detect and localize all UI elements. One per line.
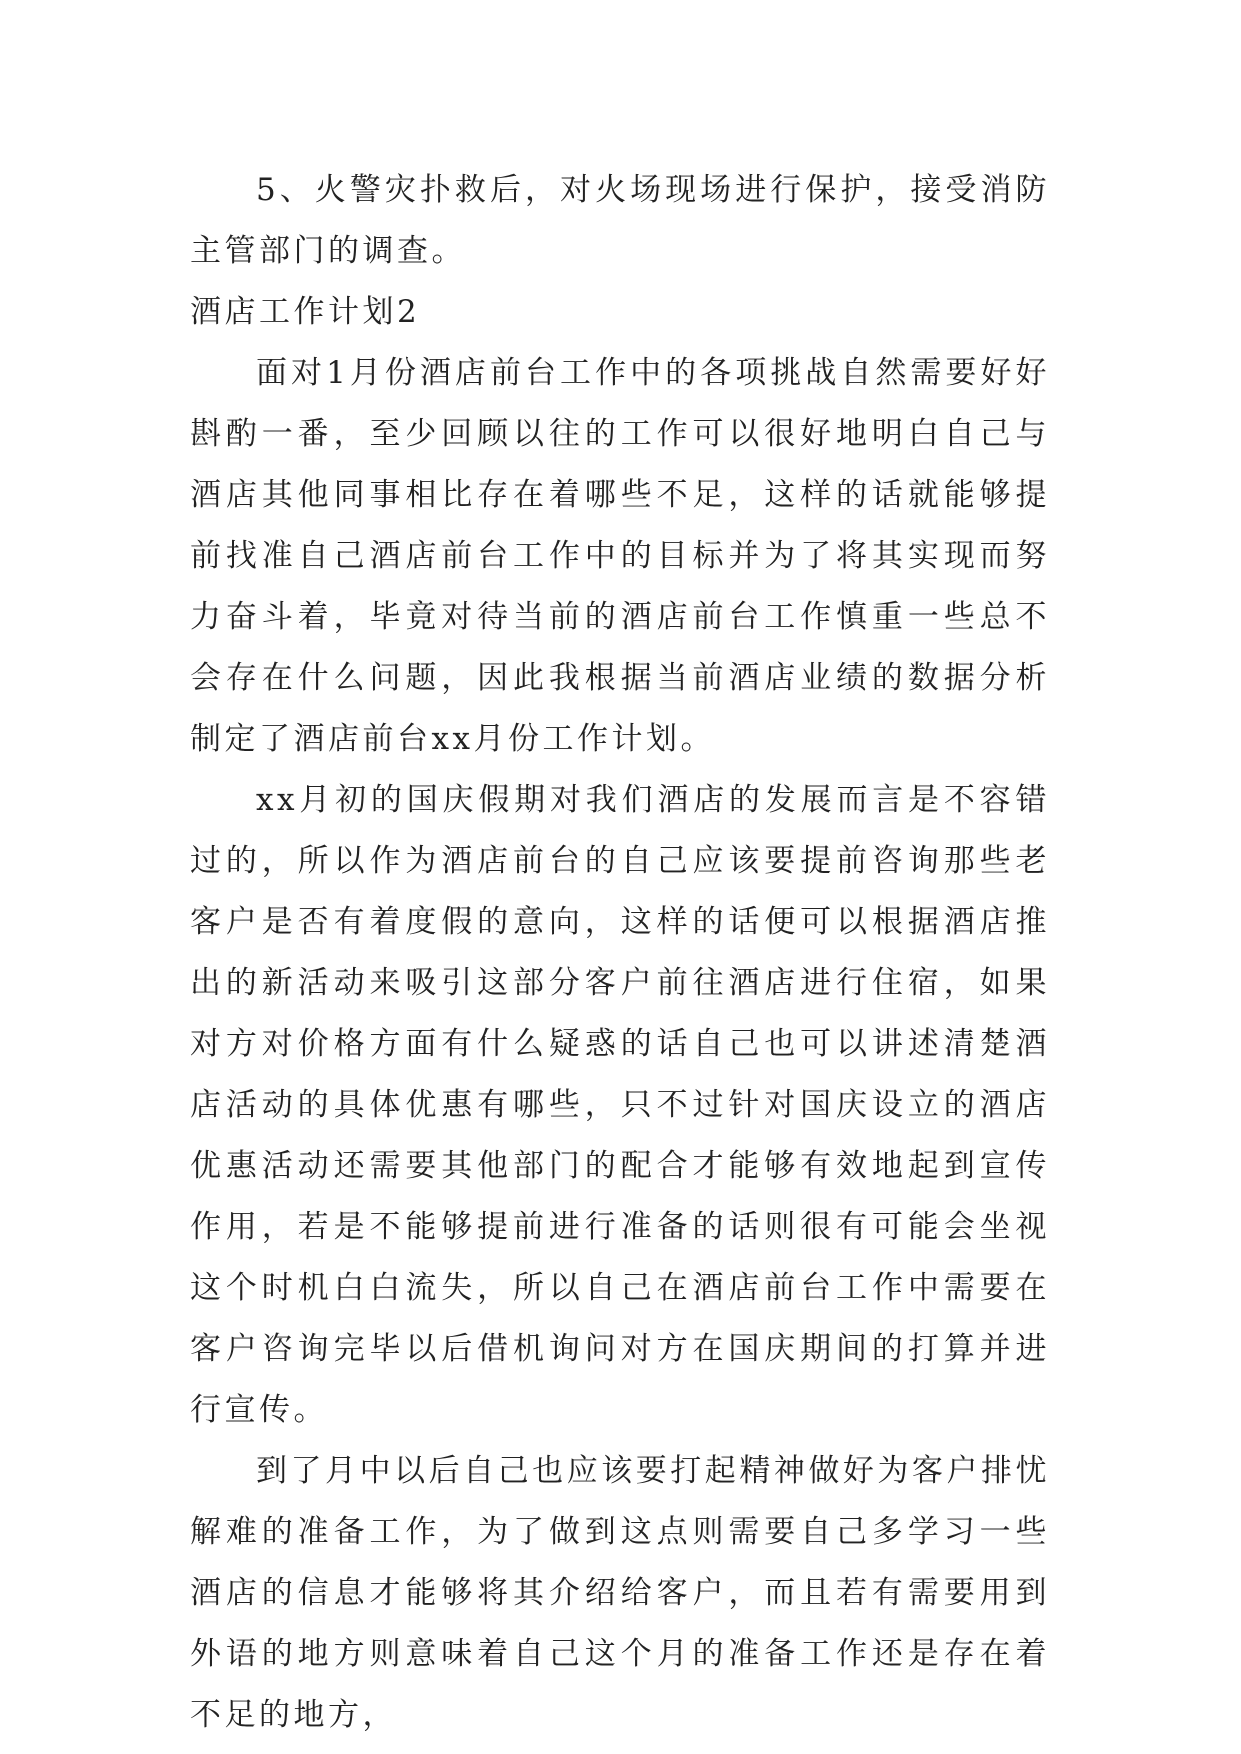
paragraph-fire-protection: 5、火警灾扑救后，对火场现场进行保护，接受消防主管部门的调查。	[190, 172, 1050, 269]
section-heading: 酒店工作计划2	[190, 294, 421, 330]
paragraph-january-plan: 面对1月份酒店前台工作中的各项挑战自然需要好好斟酌一番，至少回顾以往的工作可以很好地明白自己与酒店其他同事相比存在着哪些不足，这样的话就能够提前找准自己酒店前台工作中的目标并为了将其实现而努力奋斗着，毕竟对待当前的酒店前台工作慎重一些总不会存在什么问题，因此我根据当前酒店业绩的数据分析制定了酒店前台xx月份工作计划。	[190, 355, 1050, 757]
document-body	[190, 160, 1050, 1746]
paragraph-mid-month: 到了月中以后自己也应该要打起精神做好为客户排忧解难的准备工作，为了做到这点则需要自己多学习一些酒店的信息才能够将其介绍给客户，而且若有需要用到外语的地方则意味着自己这个月的准备工作还是存在着不足的地方，	[190, 1453, 1050, 1733]
paragraph-national-day: xx月初的国庆假期对我们酒店的发展而言是不容错过的，所以作为酒店前台的自己应该要提前咨询那些老客户是否有着度假的意向，这样的话便可以根据酒店推出的新活动来吸引这部分客户前往酒店进行住宿，如果对方对价格方面有什么疑惑的话自己也可以讲述清楚酒店活动的具体优惠有哪些，只不过针对国庆设立的酒店优惠活动还需要其他部门的配合才能够有效地起到宣传作用，若是不能够提前进行准备的话则很有可能会坐视这个时机白白流失，所以自己在酒店前台工作中需要在客户咨询完毕以后借机询问对方在国庆期间的打算并进行宣传。	[190, 782, 1050, 1428]
